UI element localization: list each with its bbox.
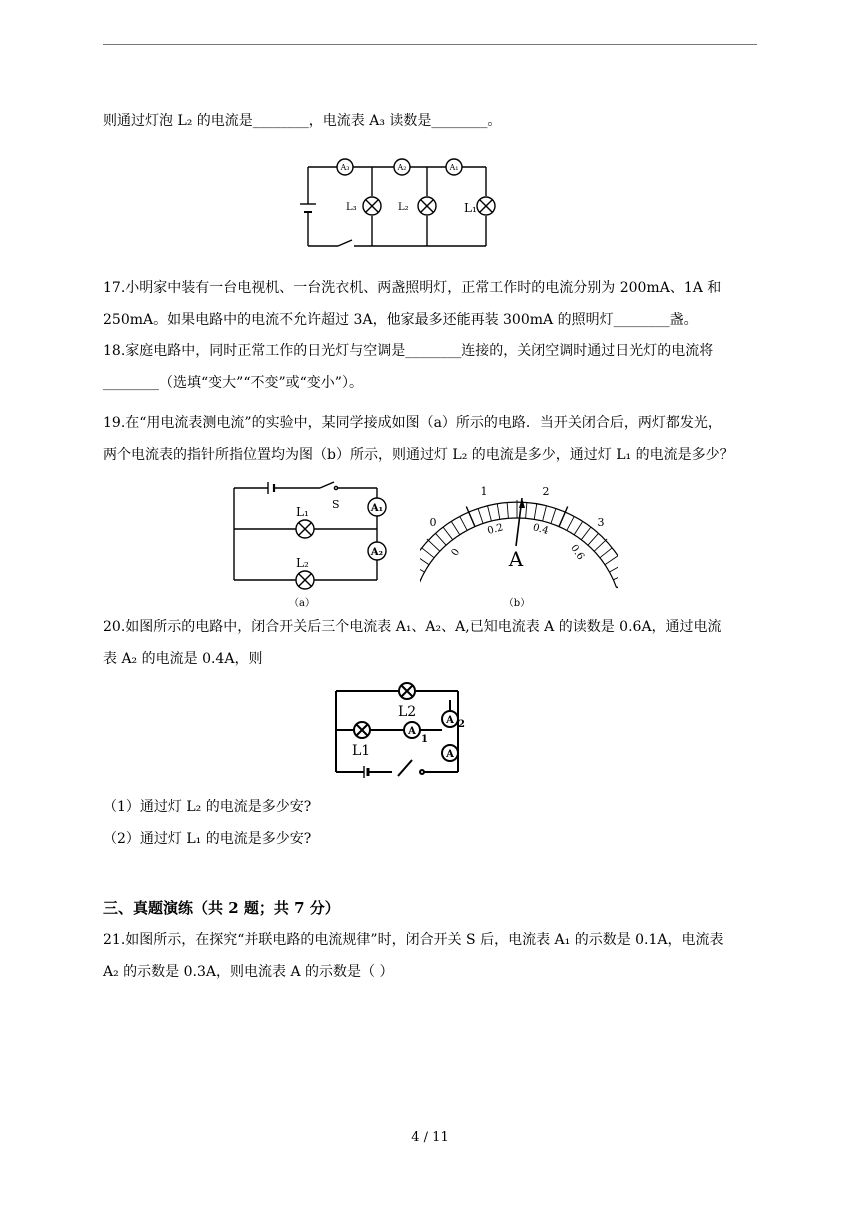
dial-outer-tick-label: 3 — [597, 516, 605, 529]
fig1-lamp-label: L₂ — [398, 202, 409, 213]
dial-tick — [594, 539, 607, 551]
q18-text: ________（选填“变大”“不变”或“变小”）。 — [103, 375, 363, 391]
dial-tick — [609, 564, 618, 572]
figure-q19b-ammeter-dial — [420, 474, 618, 610]
fig2b-caption: （b） — [503, 598, 531, 609]
dial-inner-tick-label: 0.2 — [486, 522, 505, 537]
dial-tick — [507, 502, 508, 518]
q21-text: 21.如图所示，在探究“并联电路的电流规律”时，闭合开关 S 后，电流表 A₁ 的示数是 0.1A，电流表 — [103, 932, 724, 948]
fig3-ammeter-label: A — [408, 726, 416, 737]
dial-tick — [451, 521, 460, 535]
header-rule — [103, 44, 757, 45]
dial-tick — [600, 548, 613, 558]
dial-tick — [443, 527, 453, 540]
dial-tick — [581, 527, 591, 540]
figure-q20-circuit — [330, 680, 466, 780]
fig3-lamp-label: L1 — [352, 743, 371, 759]
dial-inner-tick-label: 0.6 — [567, 542, 587, 563]
section-heading: 三、真题演练（共 2 题；共 7 分） — [103, 899, 340, 917]
figure-q19a-circuit — [228, 472, 398, 608]
dial-inner-tick-label: 0 — [449, 546, 463, 559]
fig3-ammeter-subscript: 1 — [421, 734, 428, 745]
fig2a-lamp-label: L₂ — [296, 556, 309, 570]
dial-unit-label: A — [508, 547, 524, 571]
fig2a-switch-label: S — [332, 498, 340, 511]
fig1-ammeter-label: A₂ — [397, 163, 407, 172]
q20-text: 20.如图所示的电路中，闭合开关后三个电流表 A₁、A₂、A,已知电流表 A 的读数是 0.6A，通过电流 — [103, 619, 722, 635]
dial-tick — [497, 504, 500, 520]
fig2a-lamp-label: L₁ — [296, 505, 309, 519]
fig2a-ammeter-label: A₂ — [370, 547, 384, 558]
q20-subquestion: （2）通过灯 L₁ 的电流是多少安? — [103, 831, 312, 847]
dial-tick — [420, 564, 425, 572]
dial-tick — [543, 506, 547, 521]
q18-text: 18.家庭电路中，同时正常工作的日光灯与空调是________连接的，关闭空调时通过日光灯的电流将 — [103, 343, 714, 359]
fig1-ammeter-label: A₃ — [340, 163, 350, 172]
dial-outer-tick-label: 1 — [480, 485, 488, 498]
fig1-lamp-label: L₃ — [346, 202, 357, 213]
dial-tick — [526, 502, 527, 518]
dial-tick — [605, 556, 618, 565]
q21-text: A₂ 的示数是 0.3A，则电流表 A 的示数是（ ） — [103, 964, 394, 980]
dial-inner-tick-label: 0.4 — [531, 522, 550, 537]
fig3-ammeter-label: A — [446, 715, 454, 726]
page-number: 4 / 11 — [411, 1130, 449, 1145]
dial-tick — [551, 508, 556, 523]
dial-tick — [574, 521, 583, 535]
dial-tick — [613, 573, 618, 580]
dial-needle-tip — [519, 498, 525, 508]
q20-text: 表 A₂ 的电流是 0.4A，则 — [103, 651, 263, 667]
fig1-lamp-label: L₁ — [464, 201, 477, 215]
dial-outer-tick-label: 0 — [429, 516, 437, 529]
q16-text: 则通过灯泡 L₂ 的电流是________，电流表 A₃ 读数是________。 — [103, 113, 502, 129]
fig3-ammeter-subscript: 2 — [458, 719, 465, 730]
fig3-lamp-label: L2 — [398, 704, 417, 720]
dial-tick — [534, 504, 537, 520]
dial-tick — [422, 548, 435, 558]
figure-q16-circuit — [300, 152, 510, 256]
dial-tick — [488, 506, 492, 521]
dial-tick — [435, 533, 446, 545]
fig1-ammeter-label: A₁ — [449, 163, 459, 172]
dial-tick — [588, 533, 599, 545]
fig2a-caption: （a） — [289, 598, 315, 608]
q19-text: 两个电流表的指针所指位置均为图（b）所示，则通过灯 L₂ 的电流是多少，通过灯 L₁ 的电流是多少？ — [103, 447, 734, 463]
fig3-ammeter-label: A — [446, 749, 454, 760]
dial-tick — [478, 508, 483, 523]
dial-tick — [427, 539, 440, 551]
dial-tick — [460, 516, 468, 530]
dial-outer-tick-label: 2 — [542, 485, 550, 498]
q17-text: 250mA。如果电路中的电流不允许超过 3A，他家最多还能再装 300mA 的照明灯________盏。 — [103, 312, 698, 328]
dial-tick — [420, 556, 429, 565]
fig2a-ammeter-label: A₁ — [370, 503, 384, 514]
q20-subquestion: （1）通过灯 L₂ 的电流是多少安? — [103, 799, 312, 815]
q19-text: 19.在“用电流表测电流”的实验中，某同学接成如图（a）所示的电路．当开关闭合后，两灯都发光， — [103, 415, 722, 431]
dial-tick — [567, 516, 575, 530]
q17-text: 17.小明家中装有一台电视机、一台洗衣机、两盏照明灯，正常工作时的电流分别为 200mA、1A 和 — [103, 280, 722, 296]
